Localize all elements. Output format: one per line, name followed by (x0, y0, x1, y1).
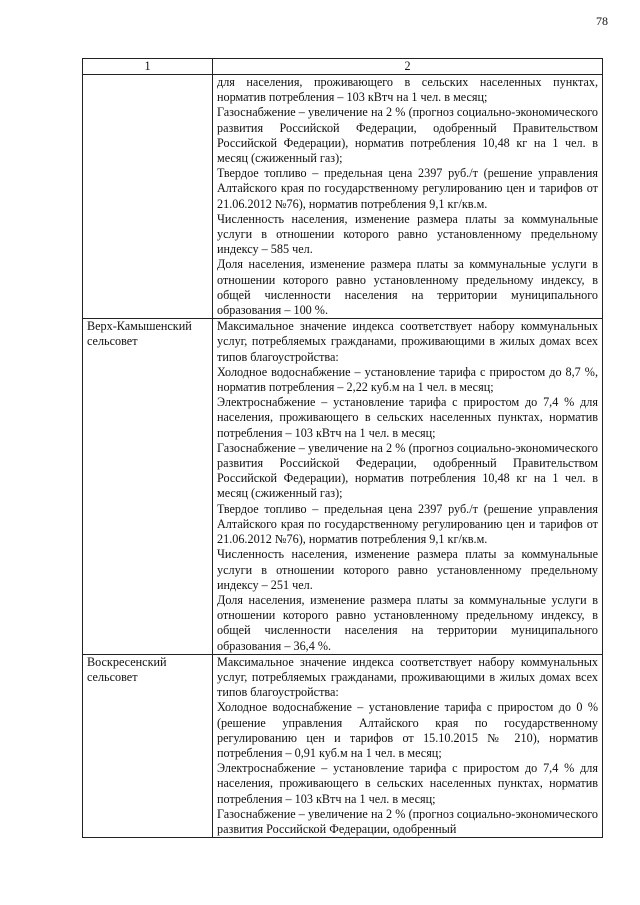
paragraph: Доля населения, изменение размера платы за коммунальные услуги в отношении которого равно установленному предельному индексу, в общей численности населения на территории муниципального образования – 36,4 %. (217, 592, 598, 653)
content-cell (213, 319, 603, 654)
table-row (83, 654, 603, 837)
paragraph: Доля населения, изменение размера платы за коммунальные услуги в отношении которого равно установленному предельному индексу, в общей численности населения на территории муниципального образования – 100 %. (217, 257, 598, 318)
paragraph: Максимальное значение индекса соответствует набору коммунальных услуг, потребляемых гражданами, проживающими в жилых домах всех типов благоустройства: (217, 319, 598, 364)
table-header-row (83, 59, 603, 75)
content-cell (213, 654, 603, 837)
paragraph: Твердое топливо – предельная цена 2397 руб./т (решение управления Алтайского края по государственному регулированию цен и тарифов от 21.06.2012 №76), норматив потребления 9,1 кг/кв.м. (217, 166, 598, 211)
region-cell: Воскресенский сельсовет (83, 654, 213, 837)
table-row (83, 75, 603, 319)
paragraph: Максимальное значение индекса соответствует набору коммунальных услуг, потребляемых гражданами, проживающими в жилых домах всех типов благоустройства: (217, 654, 598, 700)
paragraph: для населения, проживающего в сельских населенных пунктах, норматив потребления – 103 кВтч на 1 чел. в месяц; (217, 75, 598, 105)
paragraph: Газоснабжение – увеличение на 2 % (прогноз социально-экономического развития Российской Федерации, одобренный Правительством Российской Федерации), норматив потребления 10,48 кг на 1 чел. в месяц (сжиженный газ); (217, 105, 598, 166)
paragraph: Электроснабжение – установление тарифа с приростом до 7,4 % для населения, проживающего в сельских населенных пунктах, норматив потребления – 103 кВтч на 1 чел. в месяц; (217, 395, 598, 440)
region-cell: Верх-Камышенский сельсовет (83, 319, 213, 654)
header-col-1: 1 (83, 59, 213, 75)
paragraph: Холодное водоснабжение – установление тарифа с приростом до 8,7 %, норматив потребления – 2,22 куб.м на 1 чел. в месяц; (217, 364, 598, 395)
paragraph: Численность населения, изменение размера платы за коммунальные услуги в отношении которого равно установленному предельному индексу – 251 чел. (217, 547, 598, 592)
document-table (82, 58, 603, 838)
paragraph: Газоснабжение – увеличение на 2 % (прогноз социально-экономического развития Российской Федерации, одобренный Правительством Российской Федерации), норматив потребления 10,48 кг на 1 чел. в месяц (сжиженный газ); (217, 440, 598, 501)
paragraph: Электроснабжение – установление тарифа с приростом до 7,4 % для населения, проживающего в сельских населенных пунктах, норматив потребления – 103 кВтч на 1 чел. в месяц; (217, 761, 598, 806)
paragraph: Твердое топливо – предельная цена 2397 руб./т (решение управления Алтайского края по государственному регулированию цен и тарифов от 21.06.2012 №76), норматив потребления 9,1 кг/кв.м. (217, 501, 598, 547)
paragraph: Численность населения, изменение размера платы за коммунальные услуги в отношении которого равно установленному предельному индексу – 585 чел. (217, 211, 598, 257)
content-cell (213, 75, 603, 319)
header-col-2: 2 (213, 59, 603, 75)
paragraph: Холодное водоснабжение – установление тарифа с приростом до 0 % (решение управления Алтайского края по государственному регулированию цен и тарифов от 15.10.2015 № 210), норматив потребления – 0,91 куб.м на 1 чел. в месяц; (217, 700, 598, 760)
region-cell (83, 75, 213, 319)
page-number: 78 (596, 14, 608, 28)
paragraph: Газоснабжение – увеличение на 2 % (прогноз социально-экономического развития Российской Федерации, одобренный (217, 806, 598, 836)
table-row (83, 319, 603, 654)
